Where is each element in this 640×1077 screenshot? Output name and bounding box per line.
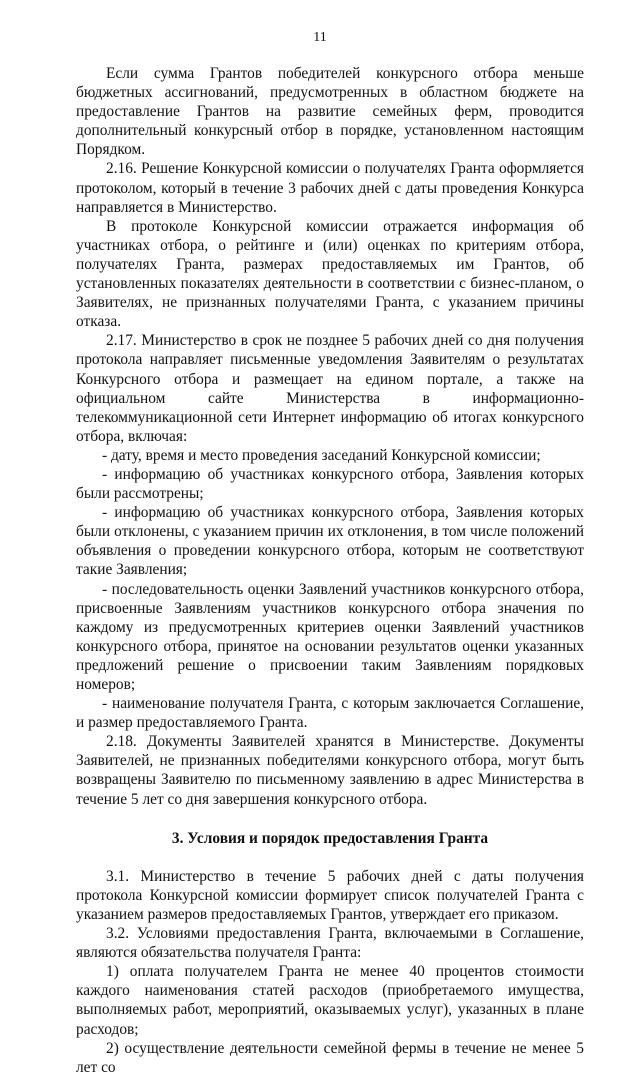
list-item-meeting-date: - дату, время и место проведения заседаний Конкурсной комиссии; (102, 446, 541, 464)
page-number: 11 (313, 30, 327, 45)
list-item-evaluation-sequence: - последовательность оценки Заявлений участников конкурсного отбора, присвоенные Заявлениям участников конкурсного отбора значения по каждому из предусмотренных критериев оценки Заявлений участников конкурсного отбора, принятое на основании результатов оценки указанных предложений решение о присвоении таким Заявлениям порядковых номеров; (76, 580, 584, 693)
list-item-grant-recipient: - наименование получателя Гранта, с которым заключается Соглашение, и размер предоставляемого Гранта. (76, 695, 584, 732)
list-item-rejected-applications: - информацию об участниках конкурсного отбора, Заявления которых были отклонены, с указанием причин их отклонения, в том числе положений объявления о проведении конкурсного отбора, которым не соответствуют такие Заявления; (76, 504, 584, 579)
paragraph-protocol-contents: В протоколе Конкурсной комиссии отражается информация об участниках отбора, о рейтинге и (или) оценках по критериям отбора, получателях Гранта, размерах предоставляемых им Грантов, об установленных показателях деятельности в соответствии с бизнес-планом, о Заявителях, не признанных получателями Гранта, с указанием причины отказа. (76, 217, 584, 331)
paragraph-grant-shortfall: Если сумма Грантов победителей конкурсного отбора меньше бюджетных ассигнований, предусмотренных в областном бюджете на предоставление Грантов на развитие семейных ферм, проводится дополнительный конкурсный отбор в порядке, установленном настоящим Порядком. (76, 65, 584, 159)
paragraph-3-1: 3.1. Министерство в течение 5 рабочих дней с даты получения протокола Конкурсной комиссии формирует список получателей Гранта с указанием размеров предоставляемых Грантов, утверждает его приказом. (76, 867, 584, 923)
paragraph-2-18: 2.18. Документы Заявителей хранятся в Министерстве. Документы Заявителей, не признанных победителями конкурсного отбора, могут быть возвращены Заявителю по письменному заявлению в адрес Министерства в течение 5 лет со дня завершения конкурсного отбора. (76, 733, 584, 808)
paragraph-condition-1: 1) оплата получателем Гранта не менее 40 процентов стоимости каждого наименования статей расходов (приобретаемого имущества, выполняемых работ, мероприятий, оказываемых услуг), указанных в плане расходов; (76, 963, 584, 1038)
paragraph-2-17: 2.17. Министерство в срок не позднее 5 рабочих дней со дня получения протокола направляет письменные уведомления Заявителям о результатах Конкурсного отбора и размещает на едином портале, а также на официальном сайте Министерства в информационно-телекоммуникационной сети Интернет информацию об итогах конкурсного отбора, включая: (76, 332, 584, 445)
paragraph-condition-2: 2) осуществление деятельности семейной фермы в течение не менее 5 лет со (76, 1039, 584, 1076)
paragraph-2-16: 2.16. Решение Конкурсной комиссии о получателях Гранта оформляется протоколом, который в течение 3 рабочих дней с даты проведения Конкурса направляется в Министерство. (76, 160, 584, 216)
document-body (76, 64, 584, 1077)
list-item-reviewed-applications: - информацию об участниках конкурсного отбора, Заявления которых были рассмотрены; (76, 465, 584, 503)
section-heading: 3. Условия и порядок предоставления Гранта (171, 829, 489, 847)
paragraph-3-2: 3.2. Условиями предоставления Гранта, включаемыми в Соглашение, являются обязательства получателя Гранта: (76, 925, 584, 962)
